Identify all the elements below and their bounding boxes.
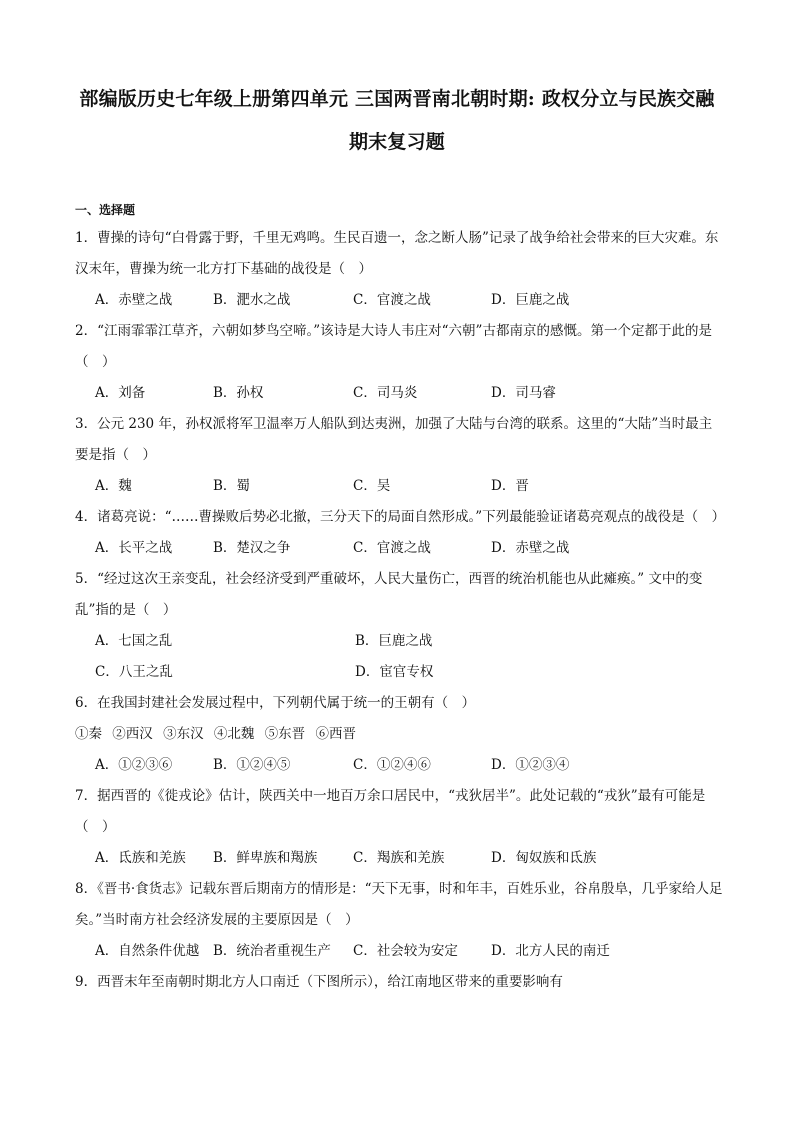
question-list: [75, 223, 725, 998]
option-b[interactable]: B．鲜卑族和羯族: [213, 850, 318, 866]
option-a[interactable]: A．七国之乱: [95, 633, 173, 649]
option-c[interactable]: C．官渡之战: [353, 292, 431, 308]
option-c[interactable]: C．八王之乱: [95, 664, 173, 680]
question-8: [75, 874, 725, 967]
option-d[interactable]: D．①②③④: [491, 757, 570, 773]
option-a[interactable]: A．①②③⑥: [95, 757, 173, 773]
item: ③东汉: [163, 726, 204, 742]
item: ⑥西晋: [315, 726, 356, 742]
item: ①秦: [75, 726, 102, 742]
option-a[interactable]: A．赤壁之战: [95, 292, 173, 308]
option-b[interactable]: B．①②④⑤: [213, 757, 291, 773]
document-title: 部编版历史七年级上册第四单元 三国两晋南北朝时期: 政权分立与民族交融 期末复习题: [79, 88, 715, 153]
option-c[interactable]: C．官渡之战: [353, 540, 431, 556]
item: ⑤东晋: [264, 726, 306, 742]
question-stem: 3．公元 230 年，孙权派将军卫温率万人船队到达夷洲，加强了大陆与台湾的联系。这里的“大陆”当时最主要是指（ ）: [75, 416, 713, 463]
option-row: [75, 533, 725, 564]
option-row: [75, 378, 725, 409]
question-stem: 1．曹操的诗句“白骨露于野，千里无鸡鸣。生民百遗一，念之断人肠”记录了战争给社会带来的巨大灾难。东汉末年，曹操为统一北方打下基础的战役是（ ）: [75, 230, 719, 277]
option-d[interactable]: D．匈奴族和氐族: [491, 850, 597, 866]
option-d[interactable]: D．宦官专权: [355, 664, 434, 680]
option-b[interactable]: B．统治者重视生产: [213, 943, 331, 959]
option-d[interactable]: D．北方人民的南迁: [491, 943, 610, 959]
option-d[interactable]: D．巨鹿之战: [491, 292, 570, 308]
option-b[interactable]: B．淝水之战: [213, 292, 291, 308]
question-stem: 9．西晋末年至南朝时期北方人口南迁（下图所示），给江南地区带来的重要影响有: [75, 974, 563, 990]
option-row: [75, 843, 725, 874]
question-7: [75, 781, 725, 874]
option-row: [75, 750, 725, 781]
question-3: [75, 409, 725, 502]
item: ②西汉: [112, 726, 153, 742]
question-4: [75, 502, 725, 564]
option-row: [75, 626, 725, 657]
option-a[interactable]: A．长平之战: [95, 540, 173, 556]
option-a[interactable]: A．刘备: [95, 385, 146, 401]
option-c[interactable]: C．吴: [353, 478, 391, 494]
option-b[interactable]: B．楚汉之争: [213, 540, 291, 556]
option-d[interactable]: D．赤壁之战: [491, 540, 570, 556]
option-a[interactable]: A．自然条件优越: [95, 943, 200, 959]
option-b[interactable]: B．蜀: [213, 478, 250, 494]
option-a[interactable]: A．氐族和羌族: [95, 850, 186, 866]
option-c[interactable]: C．司马炎: [353, 385, 418, 401]
question-stem: 7．据西晋的《徙戎论》估计，陕西关中一地百万余口居民中，“戎狄居半”。此处记载的“戎狄”最有可能是（ ）: [75, 788, 706, 835]
question-stem: 6．在我国封建社会发展过程中，下列朝代属于统一的王朝有（ ）: [75, 695, 476, 711]
option-row: [75, 471, 725, 502]
option-b[interactable]: B．孙权: [213, 385, 264, 401]
section-heading: 一、选择题: [75, 203, 136, 217]
question-2: [75, 316, 725, 409]
option-c[interactable]: C．羯族和羌族: [353, 850, 445, 866]
question-stem: 5．“经过这次王亲变乱，社会经济受到严重破坏，人民大量伤亡，西晋的统治机能也从此瘫痪。” 文中的变乱”指的是（ ）: [75, 571, 703, 618]
option-row: [75, 657, 725, 688]
question-stem: 2．“江雨霏霏江草齐，六朝如梦鸟空啼。”该诗是大诗人韦庄对“六朝”古都南京的感慨。第一个定都于此的是（ ）: [75, 323, 712, 370]
question-9: [75, 967, 725, 998]
question-6: [75, 688, 725, 781]
option-c[interactable]: C．社会较为安定: [353, 943, 458, 959]
item-list: [75, 719, 725, 750]
option-a[interactable]: A．魏: [95, 478, 132, 494]
question-5: [75, 564, 725, 688]
option-d[interactable]: D．晋: [491, 478, 529, 494]
question-stem: 8．《晋书·食货志》记载东晋后期南方的情形是：“天下无事，时和年丰，百姓乐业，谷帛殷阜，几乎家给人足矣。”当时南方社会经济发展的主要原因是（ ）: [75, 881, 723, 928]
option-d[interactable]: D．司马睿: [491, 385, 556, 401]
option-row: [75, 936, 725, 967]
option-b[interactable]: B．巨鹿之战: [355, 633, 433, 649]
option-row: [75, 285, 725, 316]
item: ④北魏: [213, 726, 255, 742]
option-c[interactable]: C．①②④⑥: [353, 757, 431, 773]
question-1: [75, 223, 725, 316]
question-stem: 4．诸葛亮说：“……曹操败后势必北撤，三分天下的局面自然形成。”下列最能验证诸葛亮观点的战役是（ ）: [75, 509, 726, 525]
